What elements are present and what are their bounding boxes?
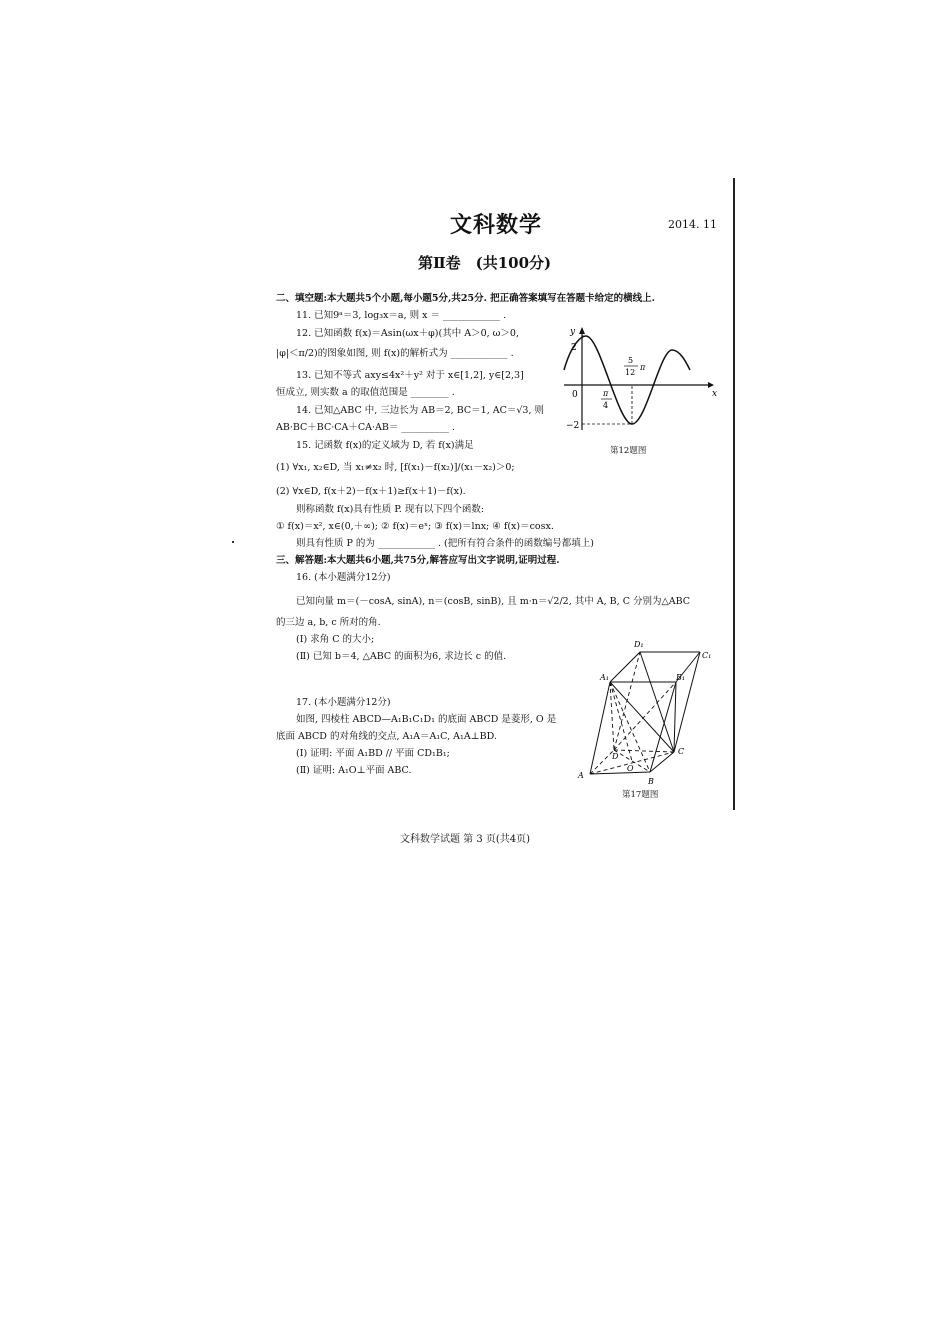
vertex-C1: C₁	[702, 651, 712, 660]
y-axis-arrow	[579, 327, 585, 334]
page-footer: 文科数学试题 第 3 页(共4页)	[400, 834, 531, 845]
q15-cond2: (2) ∀x∈D, f(x＋2)－f(x＋1)≥f(x＋1)－f(x).	[276, 486, 466, 497]
q15-line6: 则具有性质 P 的为 ____________ . (把所有符合条件的函数编号都填上)	[296, 538, 594, 549]
q15-functions: ① f(x)＝x², x∈(0,＋∞); ② f(x)＝eˣ; ③ f(x)＝lnx; ④ f(x)＝cosx.	[276, 521, 554, 532]
edge-BC	[650, 752, 674, 772]
sine-curve	[564, 336, 690, 424]
page-margin-line	[733, 178, 735, 810]
q16-part1: (Ⅰ) 求角 C 的大小;	[296, 634, 375, 645]
q15-line4: 则称函数 f(x)具有性质 P. 现有以下四个函数:	[296, 504, 485, 515]
edge-A1D1	[610, 652, 640, 682]
edge-AA1	[590, 682, 610, 774]
q17-part1: (Ⅰ) 证明: 平面 A₁BD // 平面 CD₁B₁;	[296, 748, 450, 759]
vertex-O: O	[627, 764, 634, 773]
edge-CC1	[674, 652, 700, 752]
q17-line1: 如图, 四棱柱 ABCD—A₁B₁C₁D₁ 的底面 ABCD 是菱形, O 是	[296, 714, 557, 725]
q17-part2: (Ⅱ) 证明: A₁O⊥平面 ABC.	[296, 765, 412, 776]
q14-line1: 14. 已知△ABC 中, 三边长为 AB＝2, BC＝1, AC＝√3, 则	[296, 405, 545, 416]
q17-title: 17. (本小题满分12分)	[296, 697, 391, 708]
q14-line2: AB·BC＋BC·CA＋CA·AB＝ __________ .	[276, 422, 455, 433]
scan-speck	[232, 541, 234, 543]
y-label: y	[570, 327, 576, 337]
frac-5-12-pi: π	[640, 363, 646, 372]
frac-5-12-den: 12	[625, 368, 636, 377]
figure17-caption: 第17题图	[622, 790, 659, 800]
vertex-D: D	[612, 752, 619, 761]
hidden-DC	[614, 750, 674, 752]
q16-part2: (Ⅱ) 已知 b＝4, △ABC 的面积为6, 求边长 c 的值.	[296, 651, 507, 662]
q12-line2: |φ|＜π/2)的图象如图, 则 f(x)的解析式为 ____________ .	[276, 348, 514, 359]
ymax-label: 2	[571, 343, 577, 353]
hidden-AD	[590, 750, 614, 774]
q15-line1: 15. 记函数 f(x)的定义域为 D, 若 f(x)满足	[296, 440, 474, 451]
exam-title: 文科数学	[450, 212, 543, 238]
vertex-D1: D₁	[634, 640, 644, 649]
figure17-prism	[574, 638, 724, 788]
vertex-B: B	[648, 777, 654, 786]
q16-line2: 的三边 a, b, c 所对的角.	[276, 617, 381, 628]
origin-label: 0	[572, 390, 578, 400]
exam-date: 2014. 11	[668, 218, 717, 231]
frac-5-12-num: 5	[628, 356, 634, 365]
q16-line1: 已知向量 m＝(－cosA, sinA), n＝(cosB, sinB), 且 m·n＝√2/2, 其中 A, B, C 分别为△ABC	[296, 596, 691, 607]
seg-D1C	[640, 652, 674, 752]
q15-cond1: (1) ∀x₁, x₂∈D, 当 x₁≠x₂ 时, [f(x₁)－f(x₂)]/(x₁－x₂)＞0;	[276, 462, 515, 473]
edge-AB	[590, 772, 650, 774]
x-label: x	[712, 389, 718, 399]
vertex-C: C	[678, 747, 685, 756]
q17-line2: 底面 ABCD 的对角线的交点, A₁A＝A₁C, A₁A⊥BD.	[276, 731, 497, 742]
section3-heading: 三、解答题:本大题共6小题,共75分,解答应写出文字说明,证明过程.	[276, 555, 560, 566]
q16-title: 16. (本小题满分12分)	[296, 572, 391, 583]
pi-over-4-den: 4	[603, 401, 609, 410]
hidden-A1D	[610, 682, 614, 750]
figure12-caption: 第12题图	[610, 446, 647, 456]
figure12-graph	[560, 322, 720, 434]
pi-over-4-num: π	[603, 389, 609, 398]
q13-line2: 恒成立, 则实数 a 的取值范围是 ________ .	[276, 387, 455, 398]
q12-line1: 12. 已知函数 f(x)＝Asin(ωx＋φ)(其中 A＞0, ω＞0,	[296, 328, 519, 339]
ymin-label: −2	[566, 421, 580, 431]
part-heading: 第Ⅱ卷 (共100分)	[418, 254, 552, 272]
section2-heading: 二、填空题:本大题共5个小题,每小题5分,共25分. 把正确答案填写在答题卡给定的横线上.	[276, 293, 655, 304]
edge-BB1	[650, 682, 676, 772]
vertex-A: A	[578, 771, 584, 780]
hidden-DD1	[614, 652, 640, 750]
vertex-A1: A₁	[600, 673, 609, 682]
x-axis-arrow	[708, 382, 714, 388]
vertex-B1: B₁	[676, 673, 686, 682]
q13-line1: 13. 已知不等式 axy≤4x²＋y² 对于 x∈[1,2], y∈[2,3]	[296, 370, 524, 381]
seg-CB1	[674, 682, 676, 752]
q11-line: 11. 已知9ᵃ＝3, log₃x＝a, 则 x ＝ ____________ .	[296, 310, 507, 321]
